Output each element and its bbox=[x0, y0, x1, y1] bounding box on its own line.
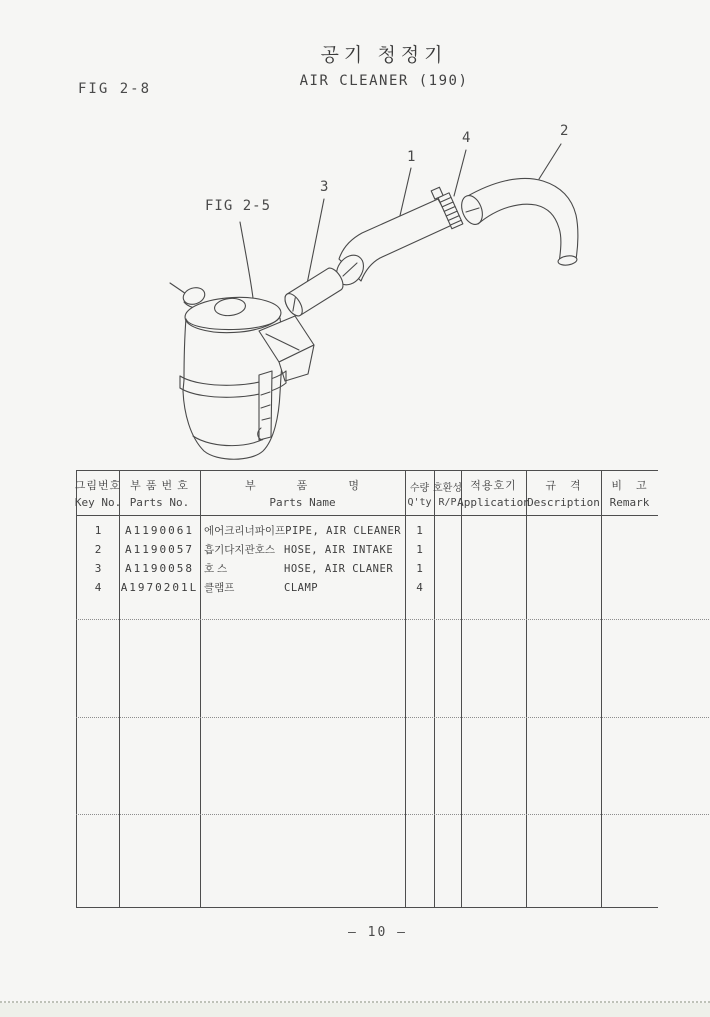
cell-parts-name bbox=[200, 523, 405, 538]
table-header-description bbox=[526, 471, 601, 515]
header-en: Remark bbox=[609, 496, 650, 509]
dotted-separator bbox=[76, 619, 710, 620]
cell-parts-name bbox=[200, 561, 405, 576]
figure-number-label: FIG 2-8 bbox=[78, 81, 152, 97]
figure-reference-label: FIG 2-5 bbox=[205, 198, 272, 214]
table-row bbox=[77, 540, 658, 559]
parts-name-kr: 클램프 bbox=[204, 582, 235, 594]
header-en: R/P bbox=[438, 496, 457, 508]
header-kr: 부 품 명 bbox=[245, 480, 360, 492]
header-en: Parts No. bbox=[129, 496, 190, 509]
page-title-korean: 공기 청정기 bbox=[320, 45, 448, 66]
header-kr: 적용호기 bbox=[470, 480, 517, 492]
leader-line-4 bbox=[454, 150, 466, 196]
header-kr: 부 품 번 호 bbox=[130, 480, 189, 492]
page-title-english: AIR CLEANER (190) bbox=[299, 73, 469, 89]
table-header-row bbox=[74, 471, 658, 515]
table-header-remark bbox=[601, 471, 658, 515]
table-body bbox=[77, 521, 658, 597]
table-row bbox=[77, 559, 658, 578]
table-header-parts-name bbox=[200, 471, 405, 515]
parts-name-en: PIPE, AIR CLEANER bbox=[285, 524, 402, 537]
header-kr: 수량 bbox=[409, 482, 430, 494]
parts-name-en: HOSE, AIR CLANER bbox=[284, 562, 394, 575]
header-kr: 호환성 bbox=[433, 482, 462, 494]
cell-parts-no: A1970201L bbox=[120, 581, 199, 594]
parts-name-en: CLAMP bbox=[284, 581, 319, 594]
cell-parts-no: A1190058 bbox=[125, 562, 194, 575]
cell-qty: 1 bbox=[416, 543, 423, 556]
callout-label-2: 2 bbox=[560, 123, 569, 139]
dotted-separator bbox=[76, 814, 710, 815]
callout-label-4: 4 bbox=[462, 130, 471, 146]
dotted-separator bbox=[76, 717, 710, 718]
callout-label-1: 1 bbox=[407, 149, 416, 165]
table-row bbox=[77, 521, 658, 540]
hose-air-cleaner-part bbox=[282, 265, 347, 319]
parts-name-en: HOSE, AIR INTAKE bbox=[284, 543, 394, 556]
cell-qty: 4 bbox=[416, 581, 423, 594]
page-number: – 10 – bbox=[348, 925, 407, 940]
parts-name-kr: 호 스 bbox=[204, 563, 228, 575]
cell-qty: 1 bbox=[416, 524, 423, 537]
header-en: Parts Name bbox=[269, 496, 336, 509]
cell-key-no: 4 bbox=[94, 581, 102, 594]
cell-key-no: 3 bbox=[94, 562, 102, 575]
header-en: Q'ty bbox=[407, 496, 432, 508]
table-header-parts-no bbox=[119, 471, 200, 515]
leader-line-2 bbox=[539, 144, 561, 179]
parts-table bbox=[76, 470, 658, 908]
parts-name-kr: 에어크리너파이프 bbox=[204, 525, 286, 537]
header-en: Description bbox=[527, 496, 600, 509]
cell-parts-name bbox=[200, 580, 405, 595]
cell-key-no: 1 bbox=[94, 524, 102, 537]
cell-parts-name bbox=[200, 542, 405, 557]
leader-line-figref bbox=[240, 222, 253, 298]
header-divider bbox=[77, 515, 658, 516]
leader-line-3 bbox=[307, 199, 324, 284]
table-row bbox=[77, 578, 658, 597]
header-kr: 규 격 bbox=[545, 480, 582, 492]
header-kr: 비 고 bbox=[611, 480, 648, 492]
cell-key-no: 2 bbox=[94, 543, 102, 556]
pipe-air-cleaner-part bbox=[331, 199, 452, 290]
table-header-application bbox=[457, 471, 530, 515]
callout-label-3: 3 bbox=[320, 179, 329, 195]
parts-name-kr: 흡기다지관호스 bbox=[204, 544, 276, 556]
header-en: Key No. bbox=[74, 496, 122, 509]
table-header-qty bbox=[405, 471, 434, 515]
header-kr: 그림번호 bbox=[74, 480, 122, 492]
hose-air-intake-part bbox=[458, 178, 578, 266]
cell-parts-no: A1190061 bbox=[125, 524, 194, 537]
header-en: Application bbox=[457, 496, 530, 509]
table-header-key-no bbox=[74, 471, 122, 515]
cell-parts-no: A1190057 bbox=[125, 543, 194, 556]
cell-qty: 1 bbox=[416, 562, 423, 575]
